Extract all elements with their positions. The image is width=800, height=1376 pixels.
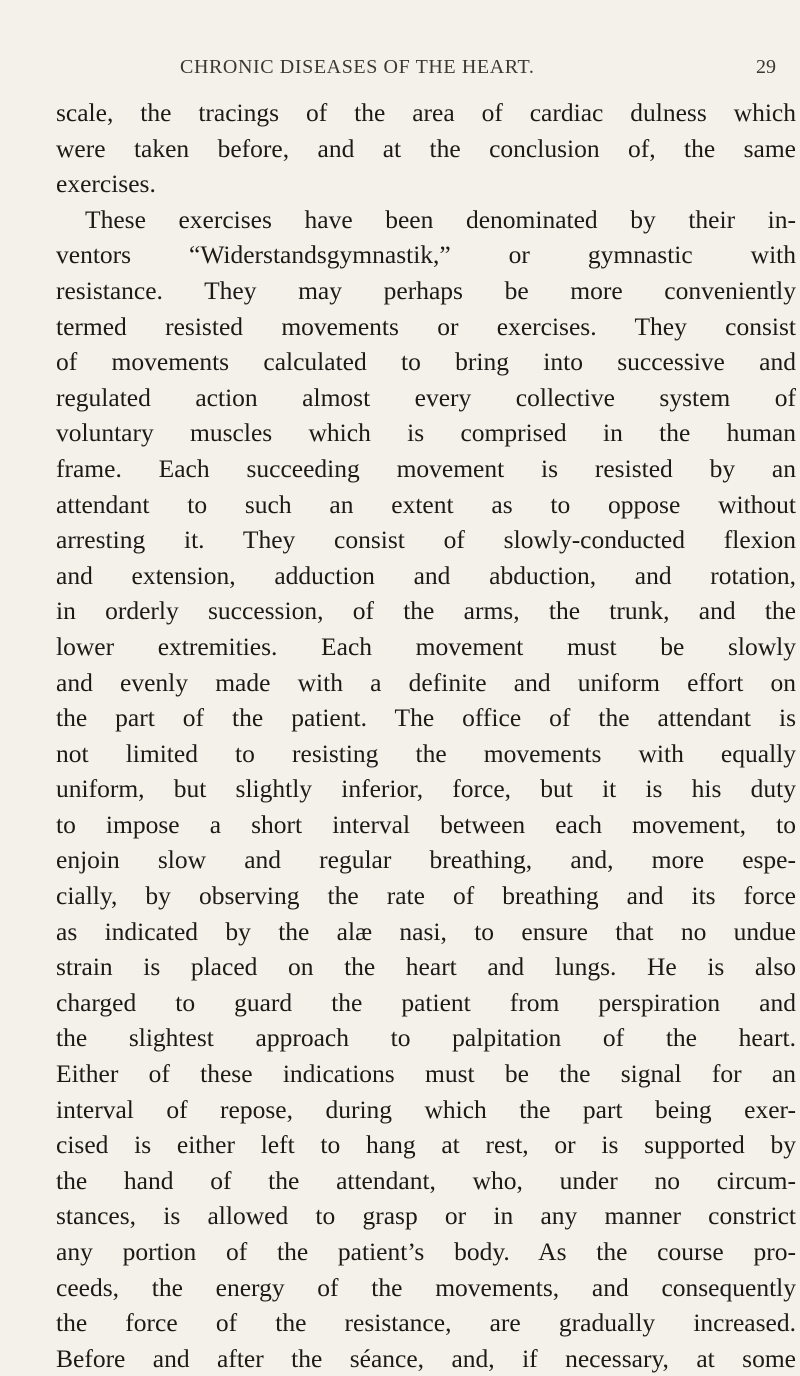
text-line: were taken before, and at the conclusion of, the same bbox=[56, 133, 796, 163]
text-line: scale, the tracings of the area of cardiac dulness which bbox=[56, 98, 796, 127]
text-line: in orderly succession, of the arms, the trunk, and the bbox=[56, 596, 796, 626]
text-line: and evenly made with a definite and uniform effort on bbox=[56, 667, 796, 697]
text-line: cially, by observing the rate of breathing and its force bbox=[56, 881, 796, 911]
text-line: stances, is allowed to grasp or in any manner constrict bbox=[56, 1201, 796, 1231]
text-line: not limited to resisting the movements with equally bbox=[56, 738, 796, 768]
text-line: regulated action almost every collective system of bbox=[56, 382, 796, 412]
text-line: These exercises have been denominated by their in- bbox=[85, 204, 796, 234]
text-line: Before and after the séance, and, if necessary, at some bbox=[56, 1343, 796, 1373]
text-line: ceeds, the energy of the movements, and consequently bbox=[56, 1272, 796, 1302]
text-line: the part of the patient. The office of the attendant is bbox=[56, 703, 796, 733]
text-line: termed resisted movements or exercises. They consist bbox=[56, 311, 796, 341]
text-line: strain is placed on the heart and lungs. He is also bbox=[56, 952, 796, 982]
text-line: arresting it. They consist of slowly-conducted flexion bbox=[56, 525, 796, 555]
text-line: uniform, but slightly inferior, force, but it is his duty bbox=[56, 774, 796, 804]
text-line: the slightest approach to palpitation of the heart. bbox=[56, 1023, 796, 1053]
text-line: and extension, adduction and abduction, and rotation, bbox=[56, 560, 796, 590]
text-line: cised is either left to hang at rest, or is supported by bbox=[56, 1130, 796, 1160]
text-line: interval of repose, during which the part being exer- bbox=[56, 1094, 796, 1124]
text-line: exercises. bbox=[56, 169, 156, 199]
text-line: enjoin slow and regular breathing, and, more espe- bbox=[56, 845, 796, 875]
body-text bbox=[56, 95, 796, 1376]
text-line: to impose a short interval between each movement, to bbox=[56, 809, 796, 839]
running-title: CHRONIC DISEASES OF THE HEART. bbox=[180, 56, 535, 78]
text-line: Either of these indications must be the signal for an bbox=[56, 1059, 796, 1089]
text-line: of movements calculated to bring into successive and bbox=[56, 347, 796, 377]
text-line: as indicated by the alæ nasi, to ensure that no undue bbox=[56, 916, 796, 946]
text-line: any portion of the patient’s body. As the course pro- bbox=[56, 1237, 796, 1266]
page-number: 29 bbox=[756, 56, 776, 78]
text-line: resistance. They may perhaps be more conveniently bbox=[56, 275, 796, 305]
text-line: lower extremities. Each movement must be slowly bbox=[56, 631, 796, 661]
text-line: attendant to such an extent as to oppose without bbox=[56, 489, 796, 519]
text-line: ventors “Widerstandsgymnastik,” or gymnastic with bbox=[56, 240, 796, 270]
text-line: charged to guard the patient from perspiration and bbox=[56, 987, 796, 1017]
text-line: the force of the resistance, are gradually increased. bbox=[56, 1308, 796, 1338]
running-head bbox=[0, 56, 800, 86]
text-line: voluntary muscles which is comprised in the human bbox=[56, 418, 796, 448]
text-line: the hand of the attendant, who, under no circum- bbox=[56, 1165, 796, 1195]
text-line: frame. Each succeeding movement is resisted by an bbox=[56, 453, 796, 483]
